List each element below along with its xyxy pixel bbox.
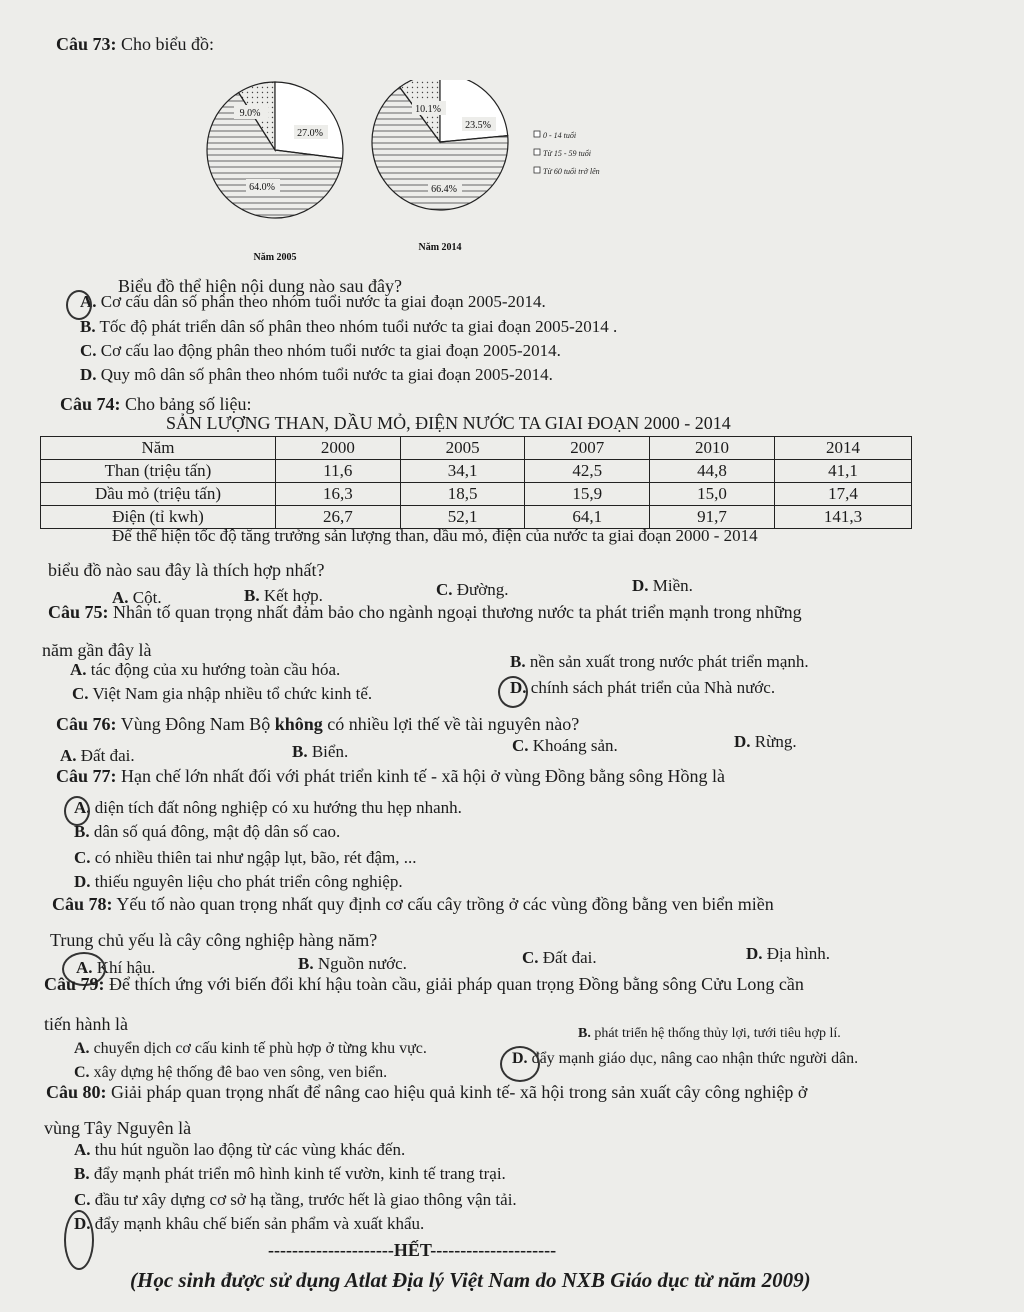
question-74-stem-line1: Để thể hiện tốc độ tăng trưởng sản lượng than, dầu mỏ, điện của nước ta giai đoạn 2000 - 2014 bbox=[112, 526, 758, 545]
question-74-heading bbox=[60, 394, 252, 415]
question-75-line1: Câu 75: Nhân tố quan trọng nhất đảm bảo cho ngành ngoại thương nước ta phát triển mạnh trong những bbox=[48, 602, 802, 622]
question-73-option-a[interactable]: A. Cơ cấu dân số phân theo nhóm tuổi nước ta giai đoạn 2005-2014. bbox=[80, 292, 546, 311]
pie-year-label: Năm 2014 bbox=[418, 242, 462, 253]
question-78-line1: Câu 78: Yếu tố nào quan trọng nhất quy định cơ cấu cây trồng ở các vùng đồng bằng ven biển miền bbox=[52, 894, 774, 914]
question-74-option-c[interactable]: C. Đường. bbox=[436, 580, 509, 599]
table-cell: 34,1 bbox=[400, 460, 525, 483]
chart-legend bbox=[534, 131, 600, 176]
table-cell: 44,8 bbox=[650, 460, 775, 483]
table-header-cell: 2010 bbox=[650, 437, 775, 460]
question-76-option-c[interactable]: C. Khoáng sản. bbox=[512, 736, 618, 755]
question-75-line2: năm gần đây là bbox=[42, 640, 152, 660]
legend-entry: Từ 15 - 59 tuổi bbox=[543, 149, 591, 158]
table-cell: 141,3 bbox=[774, 506, 911, 529]
pie-slice bbox=[440, 80, 508, 142]
question-79-line1: Câu 79: Để thích ứng với biến đổi khí hậu toàn cầu, giải pháp quan trọng Đồng bằng sông Cửu Long cần bbox=[44, 974, 804, 994]
table-cell: 42,5 bbox=[525, 460, 650, 483]
question-77-option-c[interactable]: C. có nhiều thiên tai như ngập lụt, bão, rét đậm, ... bbox=[74, 848, 417, 867]
table-cell: 41,1 bbox=[774, 460, 911, 483]
question-77-option-b[interactable]: B. dân số quá đông, mật độ dân số cao. bbox=[74, 822, 341, 841]
legend-entry: 0 - 14 tuổi bbox=[543, 131, 577, 140]
table-header-cell: 2007 bbox=[525, 437, 650, 460]
table-cell: 64,1 bbox=[525, 506, 650, 529]
table-header-row bbox=[41, 437, 912, 460]
question-80-option-a[interactable]: A. thu hút nguồn lao động từ các vùng khác đến. bbox=[74, 1140, 406, 1159]
question-73-heading bbox=[56, 34, 214, 55]
table-row bbox=[41, 483, 912, 506]
question-78-option-c[interactable]: C. Đất đai. bbox=[522, 948, 597, 967]
pie-slice bbox=[275, 82, 343, 159]
question-80-option-b[interactable]: B. đẩy mạnh phát triển mô hình kinh tế vườn, kinh tế trang trại. bbox=[74, 1164, 506, 1183]
question-75-option-c[interactable]: C. Việt Nam gia nhập nhiều tổ chức kinh tế. bbox=[72, 684, 373, 703]
table-cell: Dầu mỏ (triệu tấn) bbox=[41, 483, 276, 506]
question-78-line2: Trung chủ yếu là cây công nghiệp hàng năm? bbox=[50, 930, 378, 950]
question-76-option-d[interactable]: D. Rừng. bbox=[734, 732, 797, 751]
question-79-line2: tiến hành là bbox=[44, 1014, 128, 1034]
question-74-option-b[interactable]: B. Kết hợp. bbox=[244, 586, 323, 605]
legend-entry: Từ 60 tuổi trở lên bbox=[543, 167, 600, 176]
question-73-text: Cho biểu đồ: bbox=[121, 34, 215, 54]
table-cell: 15,0 bbox=[650, 483, 775, 506]
question-79-option-d[interactable]: D. đẩy mạnh giáo dục, nâng cao nhận thức người dân. bbox=[512, 1050, 859, 1067]
question-80-option-d[interactable]: D. đẩy mạnh khâu chế biến sản phẩm và xuất khẩu. bbox=[74, 1214, 425, 1233]
production-table bbox=[40, 436, 912, 529]
question-79-option-b[interactable]: B. phát triển hệ thống thủy lợi, tưới tiêu hợp lí. bbox=[578, 1026, 841, 1041]
table-cell: 26,7 bbox=[276, 506, 401, 529]
answer-circle-mark bbox=[498, 676, 528, 708]
question-73-option-b[interactable]: B. Tốc độ phát triển dân số phân theo nhóm tuổi nước ta giai đoạn 2005-2014 . bbox=[80, 317, 618, 336]
question-73-option-c[interactable]: C. Cơ cấu lao động phân theo nhóm tuổi nước ta giai đoạn 2005-2014. bbox=[80, 341, 561, 360]
table-row bbox=[41, 460, 912, 483]
question-79-number: Câu 79: bbox=[44, 974, 105, 994]
question-76-line1: Câu 76: Vùng Đông Nam Bộ không có nhiều lợi thế về tài nguyên nào? bbox=[56, 714, 580, 734]
legend-swatch bbox=[534, 167, 540, 173]
answer-circle-mark bbox=[64, 796, 90, 826]
question-76-number: Câu 76: bbox=[56, 714, 117, 734]
pie-year-label: Năm 2005 bbox=[253, 252, 297, 263]
question-73-number: Câu 73: bbox=[56, 34, 117, 54]
question-74-option-d[interactable]: D. Miền. bbox=[632, 576, 693, 595]
question-73-stem: Biểu đồ thể hiện nội dung nào sau đây? bbox=[118, 276, 402, 296]
slice-value-label: 23.5% bbox=[465, 120, 491, 131]
question-78-option-b[interactable]: B. Nguồn nước. bbox=[298, 954, 407, 973]
table-cell: 52,1 bbox=[400, 506, 525, 529]
question-76-option-a[interactable]: A. Đất đai. bbox=[60, 746, 135, 765]
question-74-text: Cho bảng số liệu: bbox=[125, 394, 252, 414]
question-80-line1: Câu 80: Giải pháp quan trọng nhất để nâng cao hiệu quả kinh tế- xã hội trong sản xuất cây công nghiệp ở bbox=[46, 1082, 808, 1102]
age-structure-pie-chart bbox=[200, 80, 640, 270]
question-77-option-d[interactable]: D. thiếu nguyên liệu cho phát triển công nghiệp. bbox=[74, 872, 403, 891]
question-75-number: Câu 75: bbox=[48, 602, 109, 622]
question-74-number: Câu 74: bbox=[60, 394, 121, 414]
table-cell: 18,5 bbox=[400, 483, 525, 506]
table-cell: 16,3 bbox=[276, 483, 401, 506]
answer-circle-mark bbox=[500, 1046, 540, 1082]
question-75-option-a[interactable]: A. tác động của xu hướng toàn cầu hóa. bbox=[70, 660, 341, 679]
question-80-number: Câu 80: bbox=[46, 1082, 107, 1102]
answer-circle-mark bbox=[64, 1210, 94, 1270]
question-78-option-d[interactable]: D. Địa hình. bbox=[746, 944, 831, 963]
question-75-option-b[interactable]: B. nền sản xuất trong nước phát triển mạnh. bbox=[510, 652, 809, 671]
slice-value-label: 66.4% bbox=[431, 184, 457, 195]
question-78-number: Câu 78: bbox=[52, 894, 113, 914]
table-cell: 91,7 bbox=[650, 506, 775, 529]
end-mark: ---------------------HẾT--------------------- bbox=[268, 1240, 557, 1260]
table-header-cell: 2005 bbox=[400, 437, 525, 460]
question-80-option-c[interactable]: C. đầu tư xây dựng cơ sở hạ tầng, trước hết là giao thông vận tải. bbox=[74, 1190, 517, 1209]
table-header-cell: 2000 bbox=[276, 437, 401, 460]
footer-note: (Học sinh được sử dụng Atlat Địa lý Việt Nam do NXB Giáo dục từ năm 2009) bbox=[130, 1268, 811, 1292]
question-77-option-a[interactable]: A. diện tích đất nông nghiệp có xu hướng thu hẹp nhanh. bbox=[74, 798, 462, 817]
table-cell: 11,6 bbox=[276, 460, 401, 483]
question-74-option-a[interactable]: A. Cột. bbox=[112, 588, 162, 607]
table-header-cell: 2014 bbox=[774, 437, 911, 460]
question-74-stem-line2: biểu đồ nào sau đây là thích hợp nhất? bbox=[48, 560, 325, 580]
table-cell: 17,4 bbox=[774, 483, 911, 506]
slice-value-label: 10.1% bbox=[415, 104, 441, 115]
slice-value-label: 27.0% bbox=[297, 128, 323, 139]
question-76-option-b[interactable]: B. Biển. bbox=[292, 742, 349, 761]
question-78-option-a[interactable]: A. Khí hậu. bbox=[76, 958, 156, 977]
table-cell: 15,9 bbox=[525, 483, 650, 506]
slice-value-label: 9.0% bbox=[239, 108, 261, 119]
slice-value-label: 64.0% bbox=[249, 182, 275, 193]
question-79-option-c[interactable]: C. xây dựng hệ thống đê bao ven sông, ven biển. bbox=[74, 1064, 388, 1081]
answer-circle-mark bbox=[66, 290, 92, 320]
table-header-cell: Năm bbox=[41, 437, 276, 460]
table-cell: Điện (tỉ kwh) bbox=[41, 506, 276, 529]
legend-swatch bbox=[534, 149, 540, 155]
table-cell: Than (triệu tấn) bbox=[41, 460, 276, 483]
legend-swatch bbox=[534, 131, 540, 137]
question-75-option-d[interactable]: D. chính sách phát triển của Nhà nước. bbox=[510, 678, 776, 697]
question-80-line2: vùng Tây Nguyên là bbox=[44, 1118, 192, 1138]
table-title: SẢN LƯỢNG THAN, DẦU MỎ, ĐIỆN NƯỚC TA GIAI ĐOẠN 2000 - 2014 bbox=[166, 413, 731, 433]
question-77-line1: Câu 77: Hạn chế lớn nhất đối với phát triển kinh tế - xã hội ở vùng Đồng bằng sông Hồng là bbox=[56, 766, 725, 786]
question-73-option-d[interactable]: D. Quy mô dân số phân theo nhóm tuổi nước ta giai đoạn 2005-2014. bbox=[80, 365, 553, 384]
question-77-number: Câu 77: bbox=[56, 766, 117, 786]
question-79-option-a[interactable]: A. chuyển dịch cơ cấu kinh tế phù hợp ở từng khu vực. bbox=[74, 1040, 427, 1057]
